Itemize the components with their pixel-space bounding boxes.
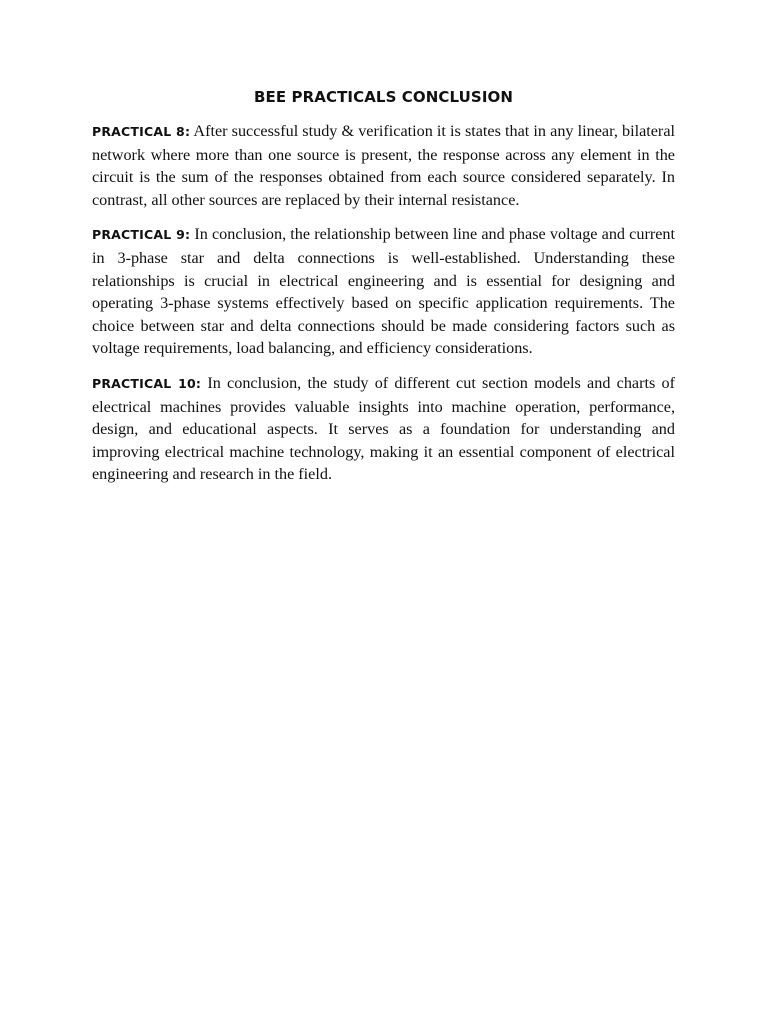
section-practical-9 (92, 223, 675, 360)
section-label: PRACTICAL 9: (92, 227, 191, 243)
section-practical-8 (92, 120, 675, 211)
document-title: BEE PRACTICALS CONCLUSION (253, 88, 514, 106)
section-practical-10 (92, 372, 675, 486)
section-text: After successful study & verification it is states that in any linear, bilateral network where more than one source is present, the response across any element in the circuit is the sum of the responses obtained from each source considered separately. In contrast, all other sources are replaced by their internal resistance. (92, 122, 676, 209)
section-label: PRACTICAL 10: (92, 375, 202, 391)
document-page (92, 86, 675, 498)
section-text: In conclusion, the relationship between line and phase voltage and current in 3-phase star and delta connections is well-established. Understanding these relationships is crucial in electrical engineering and is essential for designing and operating 3-phase systems effectively based on specific application requirements. The choice between star and delta connections should be made considering factors such as voltage requirements, load balancing, and efficiency considerations. (92, 225, 676, 358)
section-label: PRACTICAL 8: (92, 124, 191, 139)
section-text: In conclusion, the study of different cut section models and charts of electrical machines provides valuable insights into machine operation, performance, design, and educational aspects. It serves as a foundation for understanding and improving electrical machine technology, making it an essential component of electrical engineering and research in the field. (92, 373, 675, 484)
